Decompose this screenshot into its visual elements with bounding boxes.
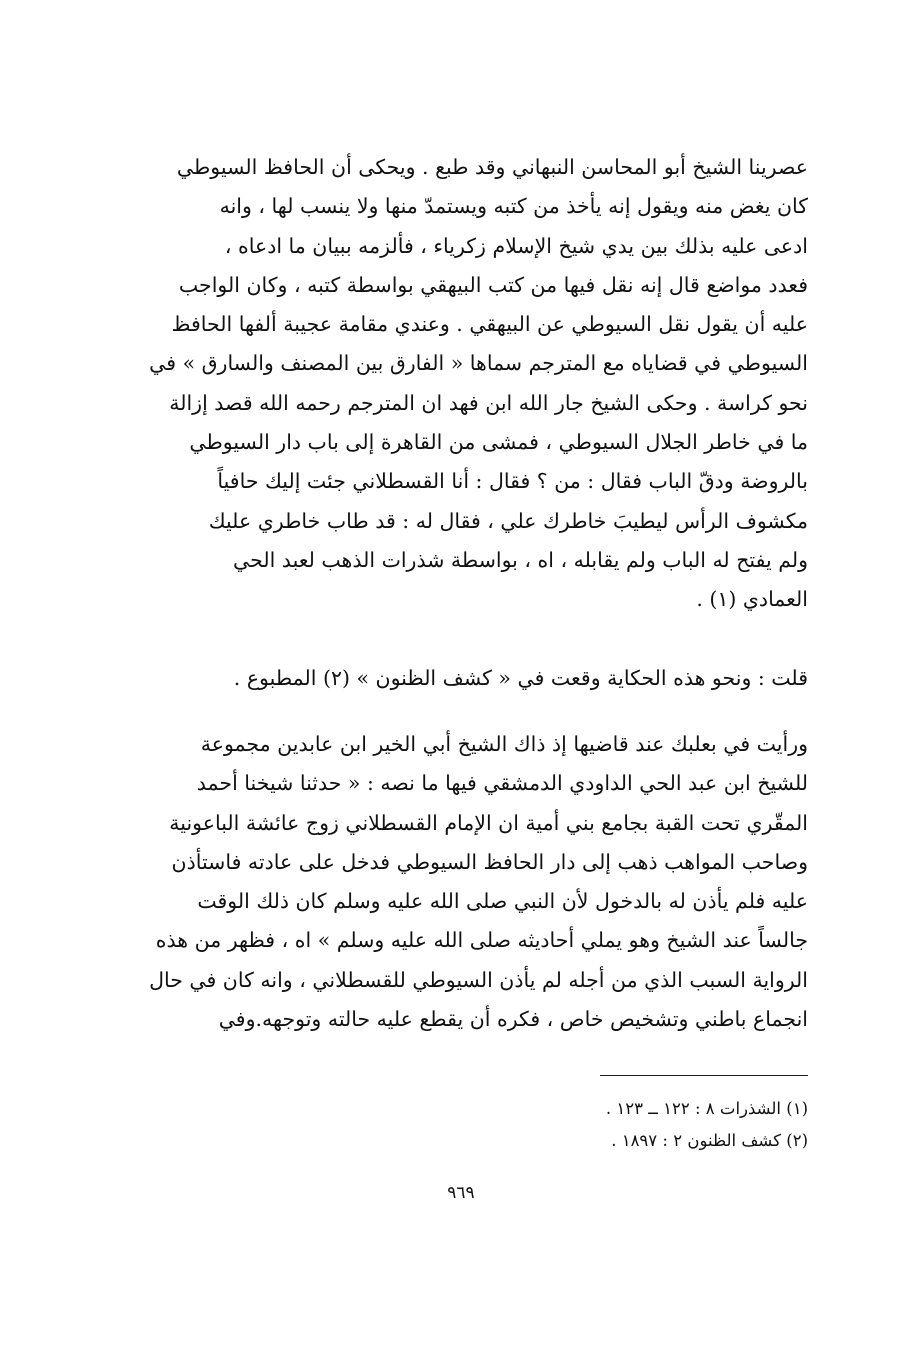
text-line: وصاحب المواهب ذهب إلى دار الحافظ السيوطي فدخل على عادته فاستأذن [171,849,808,874]
text-line: انجماع باطني وتشخيص خاص ، فكره أن يقطع عليه حالته وتوجهه.وفي [218,1007,808,1032]
text-line: فعدد مواضع قال إنه نقل فيها من كتب البيهقي بواسطة كتبه ، وكان الواجب [178,272,808,297]
text-line: للشيخ ابن عبد الحي الداودي الدمشقي فيها ما نصه : « حدثنا شيخنا أحمد [196,771,808,796]
text-line: بالروضة ودقّ الباب فقال : من ؟ فقال : أنا القسطلاني جئت إليك حافياً [217,469,808,494]
paragraph-narration [128,725,808,1039]
text-line: كان يغض منه ويقول إنه يأخذ من كتبه ويستمدّ منها ولا ينسب لها ، وانه [219,194,808,219]
footnote-separator [600,1075,808,1076]
text-line: عليه فلم يأذن له بالدخول لأن النبي صلى الله عليه وسلم كان ذلك الوقت [197,889,808,914]
paragraph-biography [128,148,808,620]
text-line: عصرينا الشيخ أبو المحاسن النبهاني وقد طبع . ويحكى أن الحافظ السيوطي [176,155,808,179]
text-line: العمادي (١) . [696,587,808,612]
text-line: قلت : ونحو هذه الحكاية وقعت في « كشف الظنون » (٢) المطبوع . [233,666,808,690]
text-line: ورأيت في بعلبك عند قاضيها إذ ذاك الشيخ أبي الخير ابن عابدين مجموعة [200,732,808,756]
text-line: ولم يفتح له الباب ولم يقابله ، اه ، بواسطة شذرات الذهب لعبد الحي [233,547,808,572]
text-line: المقّري تحت القبة بجامع بني أمية ان الإمام القسطلاني زوج عائشة الباعونية [169,810,808,835]
footnote-1: (١) الشذرات ٨ : ١٢٢ ــ ١٢٣ . [605,1099,808,1118]
text-line: جالساً عند الشيخ وهو يملي أحاديثه صلى الله عليه وسلم » اه ، فظهر من هذه [155,928,808,953]
paragraph-note [128,657,808,699]
text-line: عليه أن يقول نقل السيوطي عن البيهقي . وعندي مقامة عجيبة ألفها الحافظ [171,312,808,337]
text-line: الرواية السبب الذي من أجله لم يأذن السيوطي للقسطلاني ، وانه كان في حال [149,967,808,992]
footnote-2: (٢) كشف الظنون ٢ : ١٨٩٧ . [611,1131,808,1150]
text-line: مكشوف الرأس ليطيبَ خاطرك علي ، فقال له : قد طاب خاطري عليك [208,508,808,533]
page-number: ٩٦٩ [447,1183,475,1203]
footnotes [128,1093,808,1157]
text-line: ادعى عليه بذلك بين يدي شيخ الإسلام زكرياء ، فألزمه ببيان ما ادعاه ، [224,233,808,258]
text-line: السيوطي في قضاياه مع المترجم سماها « الفارق بين المصنف والسارق » في [149,351,808,376]
text-line: ما في خاطر الجلال السيوطي ، فمشى من القاهرة إلى باب دار السيوطي [189,430,808,455]
text-line: نحو كراسة . وحكى الشيخ جار الله ابن فهد ان المترجم رحمه الله قصد إزالة [169,390,808,415]
